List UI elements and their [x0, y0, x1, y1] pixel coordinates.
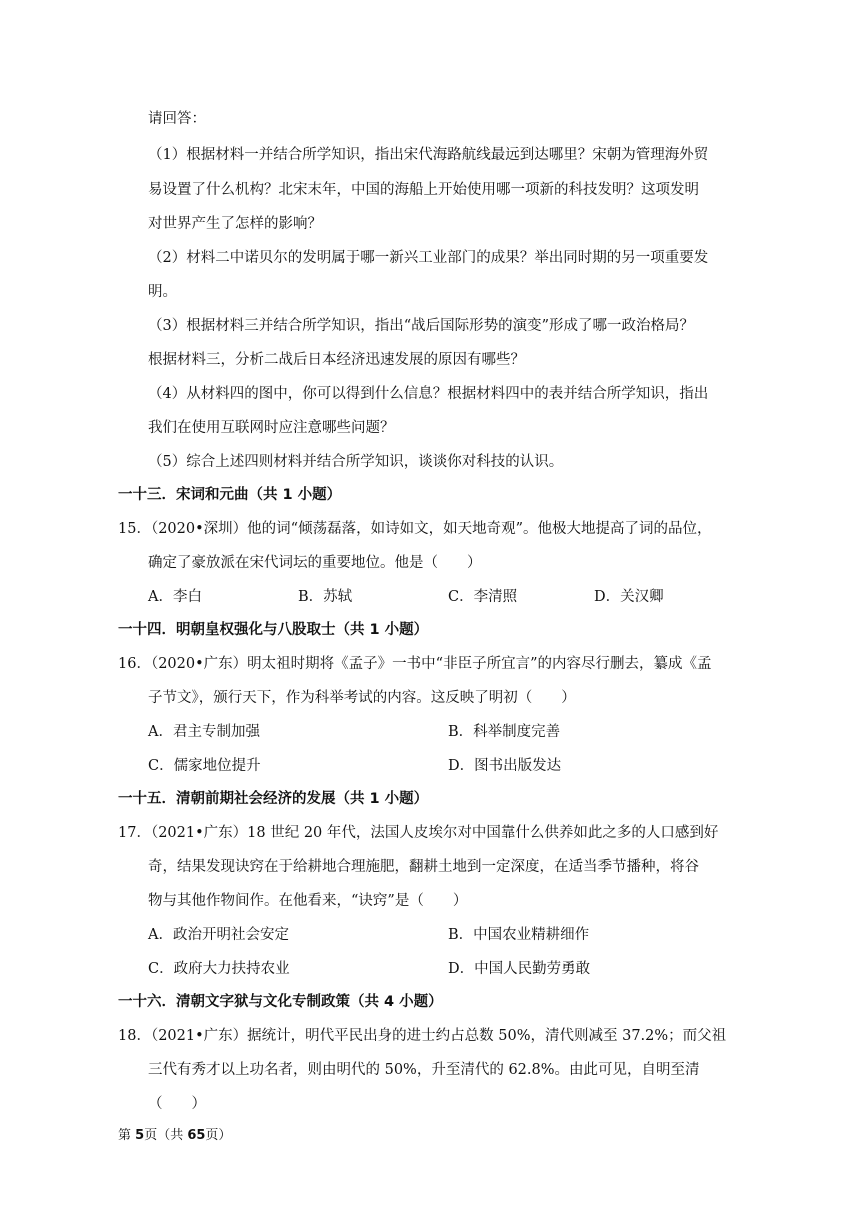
option-c: C．儒家地位提升 — [148, 758, 261, 774]
question-17-stem-line-3: 物与其他作物间作。在他看来，“诀窍”是（ ） — [148, 893, 468, 909]
question-4-line-1: （4）从材料四的图中，你可以得到什么信息？根据材料四中的表并结合所学知识，指出 — [148, 386, 709, 402]
section-heading: 一十四．明朝皇权强化与八股取士（共 1 小题） — [118, 622, 429, 638]
page-number: 5 — [135, 1128, 145, 1143]
question-16-stem-line-2: 子节文》，颁行天下，作为科举考试的内容。这反映了明初（ ） — [148, 690, 576, 706]
question-1-line-2: 易设置了什么机构？北宋末年，中国的海船上开始使用哪一项新的科技发明？这项发明 — [148, 182, 699, 198]
question-15-stem-line-1: 15．（2020•深圳）他的词“倾荡磊落，如诗如文，如天地奇观”。他极大地提高了词的品位， — [118, 521, 712, 537]
option-c: C．李清照 — [448, 589, 518, 605]
section-heading: 一十五．清朝前期社会经济的发展（共 1 小题） — [118, 791, 429, 807]
option-a: A．政治开明社会安定 — [148, 927, 289, 943]
option-a: A．君主专制加强 — [148, 724, 260, 740]
footer-prefix: 第 — [118, 1128, 136, 1143]
question-18-stem-line-1: 18．（2021•广东）据统计，明代平民出身的进士约占总数 50%，清代则减至 37.2%；而父祖 — [118, 1028, 727, 1044]
option-d: D．中国人民勤劳勇敢 — [448, 961, 591, 977]
option-b: B．中国农业精耕细作 — [448, 927, 590, 943]
question-1-line-3: 对世界产生了怎样的影响？ — [148, 216, 322, 232]
question-4-line-2: 我们在使用互联网时应注意哪些问题？ — [148, 420, 395, 436]
question-1-line-1: （1）根据材料一并结合所学知识，指出宋代海路航线最远到达哪里？宋朝为管理海外贸 — [148, 147, 709, 163]
question-18-stem-line-2: 三代有秀才以上功名者，则由明代的 50%，升至清代的 62.8%。由此可见，自明至清 — [148, 1062, 700, 1078]
option-d: D．关汉卿 — [594, 589, 664, 605]
question-15-stem-line-2: 确定了豪放派在宋代词坛的重要地位。他是（ ） — [148, 555, 482, 571]
option-b: B．科举制度完善 — [448, 724, 561, 740]
option-a: A．李白 — [148, 589, 202, 605]
section-heading: 一十六．清朝文字狱与文化专制政策（共 4 小题） — [118, 994, 443, 1010]
page-footer — [118, 1127, 231, 1145]
question-3-line-2: 根据材料三，分析二战后日本经济迅速发展的原因有哪些？ — [148, 352, 525, 368]
total-pages: 65 — [187, 1128, 206, 1143]
question-17-stem-line-2: 奇，结果发现诀窍在于给耕地合理施肥，翻耕土地到一定深度，在适当季节播种，将谷 — [148, 859, 699, 875]
footer-mid: 页（共 — [144, 1128, 188, 1143]
question-16-stem-line-1: 16．（2020•广东）明太祖时期将《孟子》一书中“非臣子所宜言”的内容尽行删去，纂成《孟 — [118, 656, 712, 672]
option-b: B．苏轼 — [298, 589, 353, 605]
option-c: C．政府大力扶持农业 — [148, 961, 290, 977]
section-heading: 一十三．宋词和元曲（共 1 小题） — [118, 487, 342, 503]
question-2-line-2: 明。 — [148, 284, 177, 300]
question-17-stem-line-1: 17．（2021•广东）18 世纪 20 年代，法国人皮埃尔对中国靠什么供养如此之多的人口感到好 — [118, 825, 719, 841]
question-18-stem-line-3: （ ） — [148, 1096, 206, 1112]
option-d: D．图书出版发达 — [448, 758, 562, 774]
question-2-line-1: （2）材料二中诺贝尔的发明属于哪一新兴工业部门的成果？举出同时期的另一项重要发 — [148, 250, 709, 266]
question-3-line-1: （3）根据材料三并结合所学知识，指出“战后国际形势的演变”形成了哪一政治格局？ — [148, 318, 695, 334]
answer-prompt: 请回答： — [148, 111, 206, 127]
question-5-line-1: （5）综合上述四则材料并结合所学知识，谈谈你对科技的认识。 — [148, 454, 564, 470]
footer-suffix: 页） — [205, 1128, 232, 1143]
